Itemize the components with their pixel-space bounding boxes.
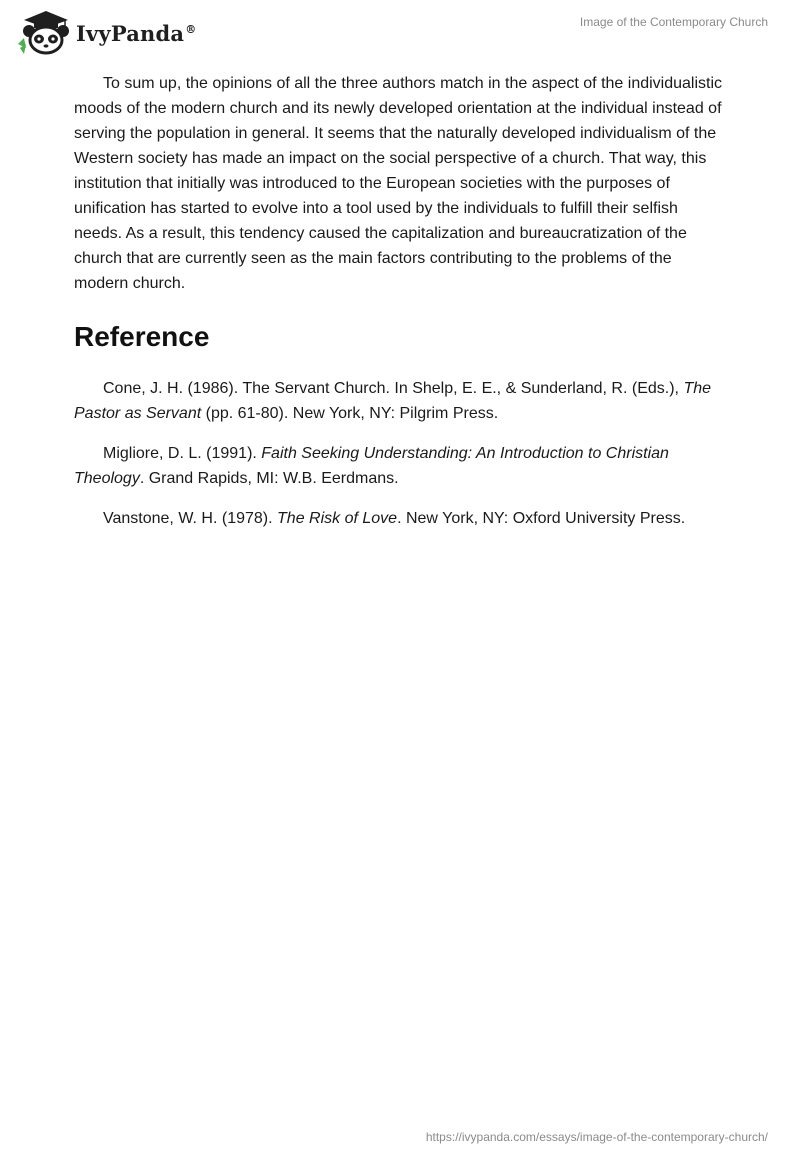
document-title: Image of the Contemporary Church bbox=[579, 15, 768, 29]
conclusion-paragraph: To sum up, the opinions of all the three authors match in the aspect of the individualistic moods of the modern church and its newly developed orientation at the individual instead of serving the population in general. It seems that the naturally developed individualism of the Western society has made an impact on the social perspective of a church. That way, this institution that initially was introduced to the European societies with the purposes of unification has started to evolve into a tool used by the individuals to fulfill their selfish needs. As a result, this tendency caused the capitalization and bureaucratization of the church that are currently seen as the main factors contributing to the problems of the modern church. bbox=[74, 75, 723, 292]
reference-title: The Pastor as Servant bbox=[74, 380, 712, 422]
source-url-link[interactable]: https://ivypanda.com/essays/image-of-the-contemporary-church/ bbox=[425, 1130, 768, 1144]
panda-graduate-icon bbox=[16, 8, 72, 56]
brand-name: IvyPanda® bbox=[76, 20, 197, 46]
page-header bbox=[0, 0, 800, 60]
reference-list bbox=[74, 376, 726, 531]
registered-mark: ® bbox=[185, 22, 197, 36]
reference-heading: Reference bbox=[74, 321, 210, 352]
reference-item: Vanstone, W. H. (1978). The Risk of Love. New York, NY: Oxford University Press. bbox=[103, 510, 686, 527]
reference-item: Migliore, D. L. (1991). Faith Seeking Understanding: An Introduction to Christian Theology. Grand Rapids, MI: W.B. Eerdmans. bbox=[74, 445, 669, 487]
ivypanda-logo[interactable] bbox=[16, 8, 196, 56]
reference-item: Cone, J. H. (1986). The Servant Church. In Shelp, E. E., & Sunderland, R. (Eds.), The Pastor as Servant (pp. 61-80). New York, NY: Pilgrim Press. bbox=[74, 380, 712, 422]
reference-title: The Risk of Love bbox=[277, 510, 398, 527]
reference-title: Faith Seeking Understanding: An Introduction to Christian Theology bbox=[74, 445, 669, 487]
document-body bbox=[74, 71, 726, 546]
